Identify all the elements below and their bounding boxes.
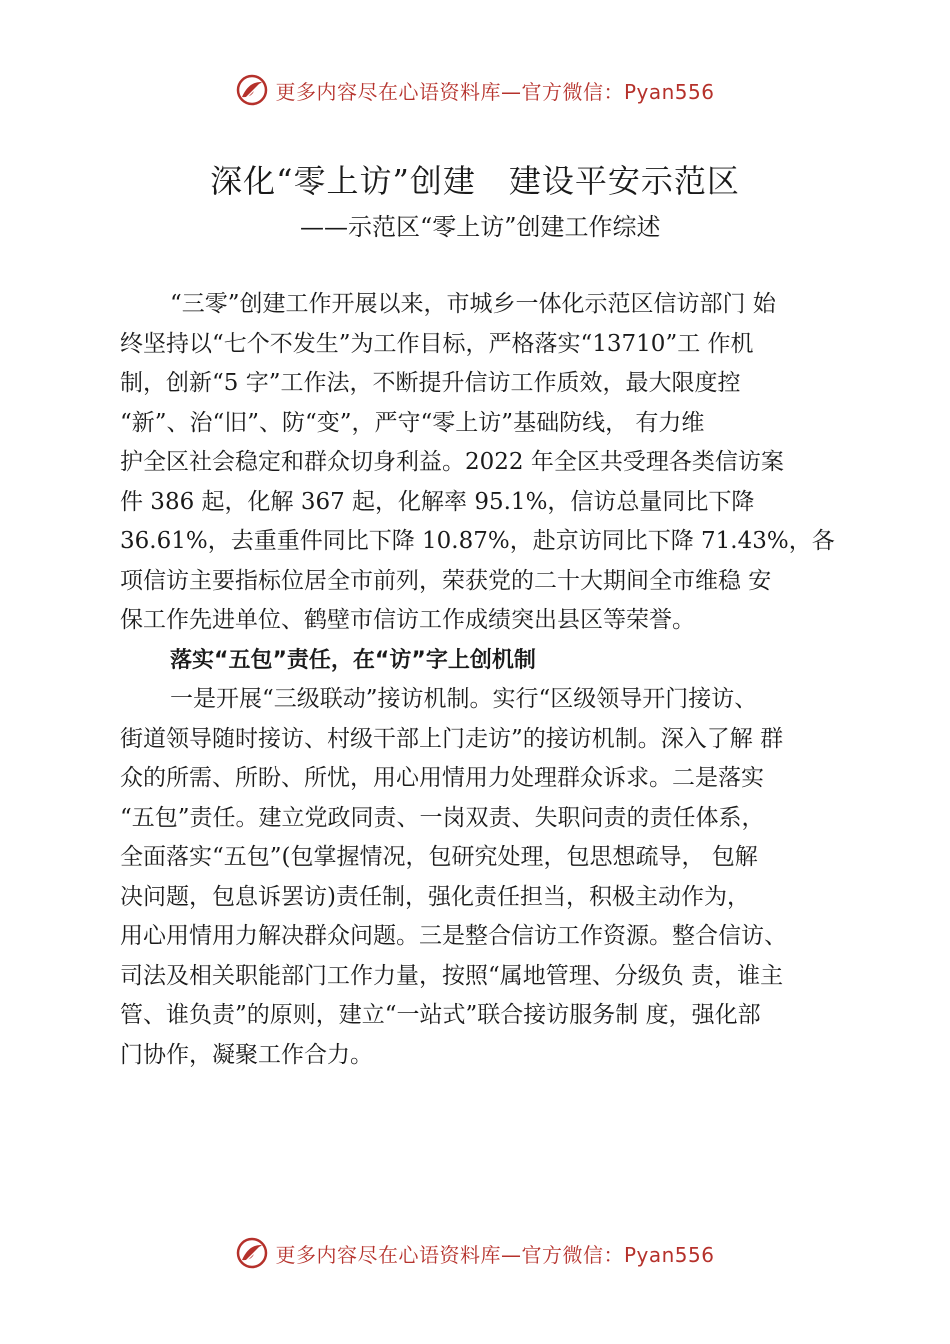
text-line: 门协作，凝聚工作合力。	[120, 1041, 373, 1068]
text-line: 决问题，包息诉罢访)责任制，强化责任担当，积极主动作为，	[120, 883, 750, 910]
text-line: 制，创新“5 字”工作法，不断提升信访工作质效，最大限度控	[120, 370, 741, 396]
section-heading: 落实“五包”责任，在“访”字上创机制	[170, 647, 536, 673]
text-line: 众的所需、所盼、所忧，用心用情用力处理群众诉求。二是落实	[120, 765, 764, 791]
footer-banner	[0, 1233, 950, 1273]
text-line: 司法及相关职能部门工作力量，按照“属地管理、分级负 责，谁主	[120, 962, 784, 989]
brand-logo-icon	[235, 73, 269, 107]
text-line: 件 386 起，化解 367 起，化解率 95.1%，信访总量同比下降	[120, 488, 755, 515]
header-banner	[0, 70, 950, 110]
text-line: 全面落实“五包”(包掌握情况，包研究处理，包思想疏导， 包解	[120, 844, 758, 870]
text-line: 护全区社会稳定和群众切身利益。2022 年全区共受理各类信访案	[120, 449, 784, 475]
text-line: “五包”责任。建立党政同责、一岗双责、失职问责的责任体系，	[120, 804, 765, 831]
text-line: 用心用情用力解决群众问题。三是整合信访工作资源。整合信访、	[120, 923, 787, 949]
document-body	[120, 285, 855, 1075]
text-line: 终坚持以“七个不发生”为工作目标，严格落实“13710”工 作机	[120, 330, 754, 357]
text-line: 管、谁负责”的原则，建立“一站式”联合接访服务制 度，强化部	[120, 1002, 761, 1028]
document-subtitle: ——示范区“零上访”创建工作综述	[300, 213, 661, 241]
text-line: 36.61%，去重重件同比下降 10.87%，赴京访同比下降 71.43%，各	[120, 528, 835, 554]
text-line: 一是开展“三级联动”接访机制。实行“区级领导开门接访、	[170, 686, 758, 712]
text-line: “三零”创建工作开展以来，市城乡一体化示范区信访部门 始	[170, 291, 776, 317]
footer-banner-text: 更多内容尽在心语资料库—官方微信：Pyan556	[275, 1242, 715, 1267]
text-line: 项信访主要指标位居全市前列，荣获党的二十大期间全市维稳 安	[120, 567, 772, 594]
brand-logo-icon	[235, 1236, 269, 1270]
text-line: “新”、治“旧”、防“变”，严守“零上访”基础防线， 有力维	[120, 409, 705, 436]
text-line: 街道领导随时接访、村级干部上门走访”的接访机制。深入了解 群	[120, 725, 784, 752]
text-line: 保工作先进单位、鹤壁市信访工作成绩突出县区等荣誉。	[120, 607, 695, 633]
header-banner-text: 更多内容尽在心语资料库—官方微信：Pyan556	[275, 79, 715, 104]
document-title: 深化“零上访”创建 建设平安示范区	[210, 162, 740, 200]
